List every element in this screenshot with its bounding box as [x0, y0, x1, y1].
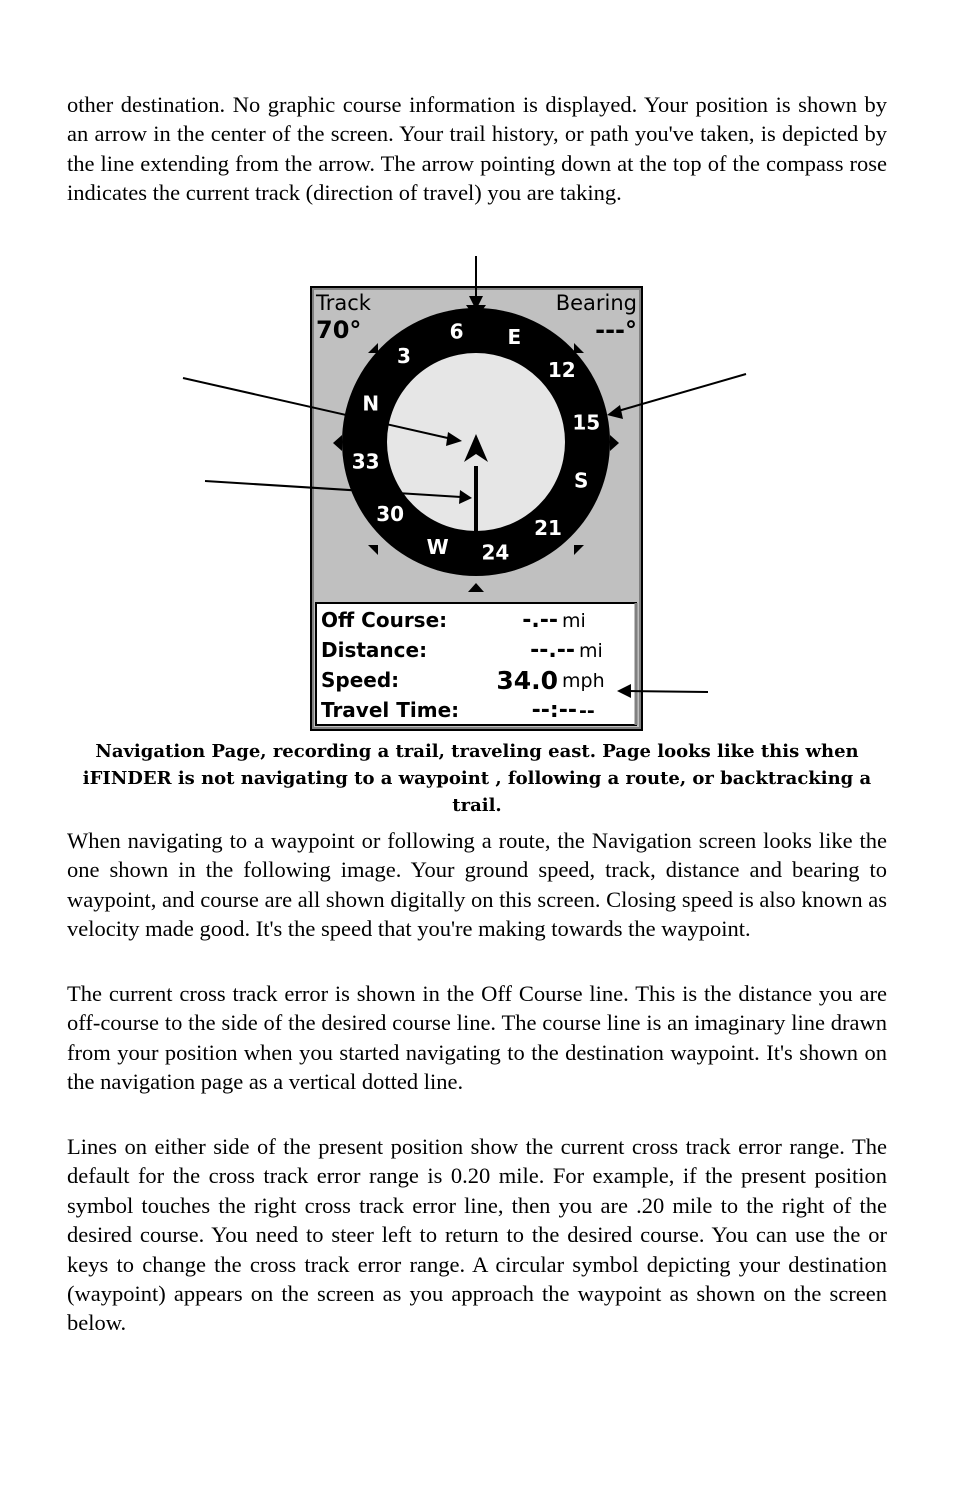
compass-label-6: 6	[449, 319, 464, 344]
distance-unit: mi	[579, 640, 603, 662]
track-value: 70°	[316, 316, 362, 344]
intro-paragraph: other destination. No graphic course information is displayed. Your position is shown by an arrow in the center of the screen. Your trail history, or path you've taken, is depicted by the line extending from the arrow. The arrow pointing down at the top of the compass rose indicates the current track (direction of travel) you are taking.	[67, 92, 887, 206]
compass-label-w: W	[426, 535, 449, 560]
bearing-label: Bearing	[555, 291, 637, 315]
compass-label-33: 33	[351, 449, 380, 474]
travel-time-value: --:--	[531, 698, 577, 723]
travel-time-unit: --	[579, 700, 595, 722]
off-course-label: Off Course:	[321, 608, 448, 632]
compass-label-21: 21	[534, 515, 562, 540]
compass-label-12: 12	[547, 358, 576, 382]
compass-label-30: 30	[376, 502, 405, 526]
compass-label-15: 15	[572, 410, 601, 435]
navigating-paragraph: When navigating to a waypoint or following a route, the Navigation screen looks like the one shown in the following image. Your ground speed, track, distance and bearing to waypoint, and course are all shown digitally on this screen. Closing speed is also known as velocity made good. It's the speed that you're making towards the waypoint.	[67, 828, 887, 942]
track-label: Track	[316, 291, 371, 315]
compass-label-e: E	[507, 324, 522, 349]
bearing-value: ---°	[595, 316, 637, 344]
figure-caption: Navigation Page, recording a trail, traveling east. Page looks like this when iFINDER is not navigating to a waypoint , following a route, or backtracking a trail.	[82, 741, 872, 816]
off-course-value: -.--	[522, 608, 558, 633]
lines-paragraph: Lines on either side of the present position show the current cross track error range. The default for the cross track error range is 0.20 mile. For example, if the present position symbol touches the right cross track error line, then you are .20 mile to the right of the desired course. You need to steer left to return to the desired course. You can use the or keys to change the cross track error range. A circular symbol depicting your destination (waypoint) appears on the screen as you approach the waypoint as shown on the screen below.	[67, 1134, 887, 1336]
travel-time-label: Travel Time:	[321, 698, 460, 722]
compass-label-s: S	[573, 468, 589, 493]
compass-label-n: N	[362, 391, 380, 416]
speed-value: 34.0	[496, 666, 558, 695]
off-course-unit: mi	[562, 610, 586, 632]
compass-label-24: 24	[481, 540, 510, 565]
cross-track-paragraph: The current cross track error is shown in the Off Course line. This is the distance you are off-course to the side of the desired course line. The course line is an imaginary line drawn from your position when you started navigating to the destination waypoint. It's shown on the navigation page as a vertical dotted line.	[67, 981, 887, 1095]
speed-unit: mph	[562, 670, 605, 692]
navigation-page-figure	[0, 240, 954, 740]
distance-label: Distance:	[321, 638, 428, 662]
speed-label: Speed:	[321, 668, 400, 692]
distance-value: --.--	[530, 638, 575, 663]
compass-label-3: 3	[397, 344, 411, 369]
